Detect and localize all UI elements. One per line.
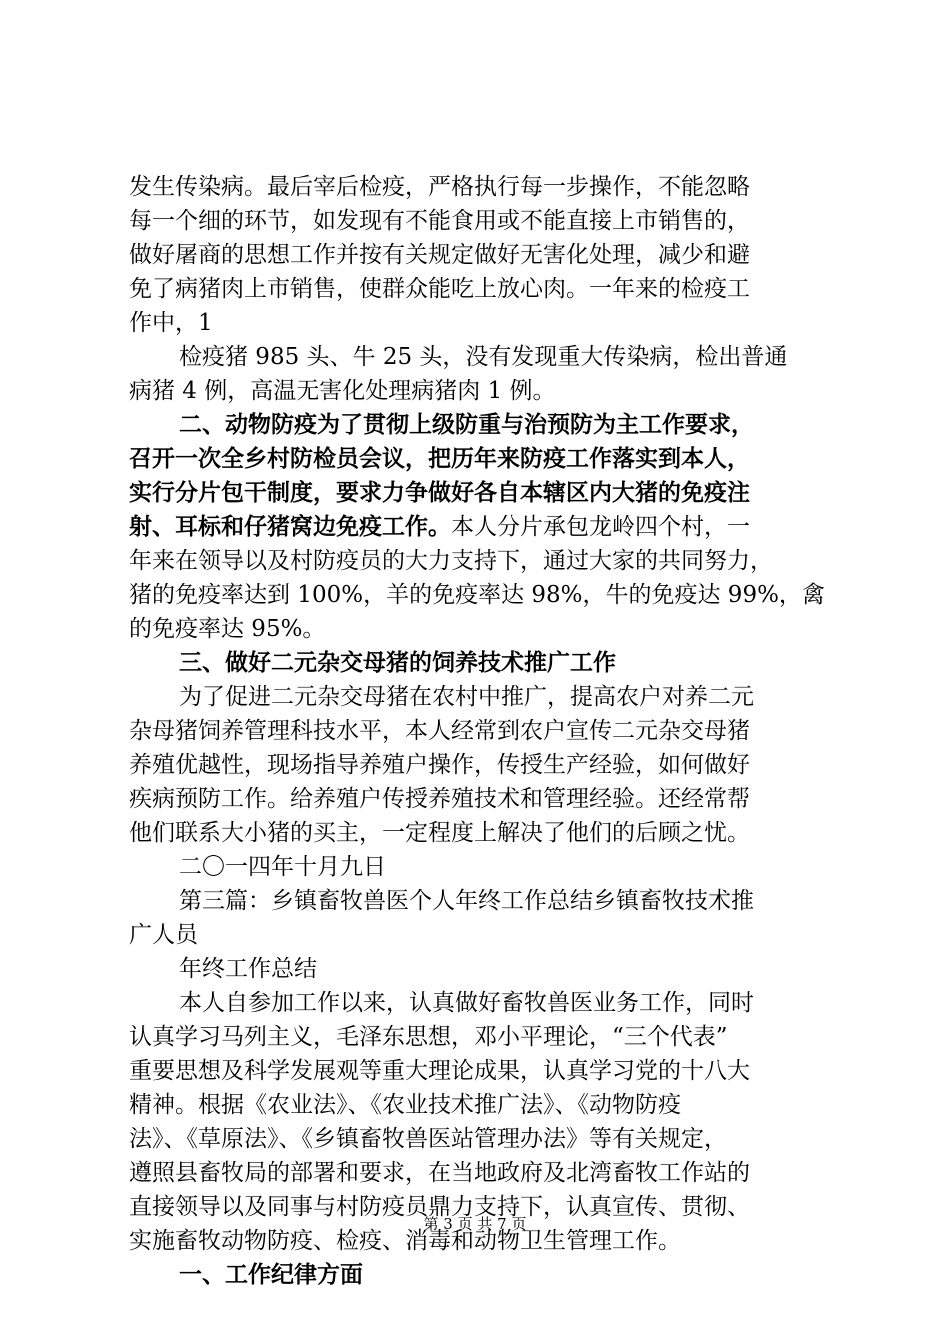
section-heading: 三、做好二元杂交母猪的饲养技术推广工作 — [179, 649, 616, 676]
text-line: 疾病预防工作。给养殖户传授养殖技术和管理经验。还经常帮 — [129, 786, 750, 812]
section-heading: 一、工作纪律方面 — [179, 1261, 363, 1288]
date-line: 二〇一四年十月九日 — [179, 854, 386, 880]
text-line: 法》、《草原法》、《乡镇畜牧兽医站管理办法》等有关规定， — [129, 1126, 727, 1152]
text-line: 本人自参加工作以来，认真做好畜牧兽医业务工作，同时 — [179, 990, 754, 1016]
bold-segment: 射、耳标和仔猪窝边免疫工作。 — [129, 513, 451, 540]
text-line: 的免疫率达 95%。 — [129, 616, 326, 642]
text-line: 认真学习马列主义，毛泽东思想，邓小平理论，“三个代表” — [129, 1024, 728, 1050]
text-line: 检疫猪 985 头、牛 25 头，没有发现重大传染病，检出普通 — [179, 344, 788, 370]
subtitle: 年终工作总结 — [179, 956, 317, 982]
text-line: 每一个细的环节，如发现有不能食用或不能直接上市销售的， — [129, 208, 750, 234]
normal-segment: 本人分片承包龙岭四个村，一 — [451, 514, 750, 540]
text-line: 作中，1 — [129, 310, 213, 336]
text-line: 做好屠商的思想工作并按有关规定做好无害化处理，减少和避 — [129, 242, 750, 268]
text-line: 猪的免疫率达到 100%，羊的免疫率达 98%，牛的免疫达 99%，禽 — [129, 582, 825, 608]
text-line: 召开一次全乡村防检员会议，把历年来防疫工作落实到本人， — [129, 445, 750, 472]
page-number-label: 第 3 页 共 7 页 — [423, 1215, 527, 1233]
section-heading: 二、动物防疫为了贯彻上级防重与治预防为主工作要求， — [179, 411, 754, 438]
chapter-title-cont: 广人员 — [129, 922, 198, 948]
text-line: 直接领导以及同事与村防疫员鼎力支持下，认真宣传、贯彻、 — [129, 1194, 750, 1220]
text-line: 养殖优越性，现场指导养殖户操作，传授生产经验，如何做好 — [129, 752, 750, 778]
text-line: 杂母猪饲养管理科技水平，本人经常到农户宣传二元杂交母猪 — [129, 718, 750, 744]
page-footer — [0, 1214, 950, 1234]
text-line: 精神。根据《农业法》、《农业技术推广法》、《动物防疫 — [129, 1092, 681, 1118]
text-line: 实行分片包干制度，要求力争做好各自本辖区内大猪的免疫注 — [129, 479, 750, 506]
text-line-mixed — [129, 510, 841, 544]
text-line: 年来在领导以及村防疫员的大力支持下，通过大家的共同努力， — [129, 548, 773, 574]
text-line: 他们联系大小猪的买主，一定程度上解决了他们的后顾之忧。 — [129, 820, 750, 846]
chapter-title: 第三篇：乡镇畜牧兽医个人年终工作总结乡镇畜牧技术推 — [179, 888, 754, 914]
text-line: 为了促进二元杂交母猪在农村中推广，提高农户对养二元 — [179, 684, 754, 710]
text-line: 发生传染病。最后宰后检疫，严格执行每一步操作，不能忽略 — [129, 174, 750, 200]
text-line: 病猪 4 例，高温无害化处理病猪肉 1 例。 — [129, 378, 556, 404]
text-line: 遵照县畜牧局的部署和要求，在当地政府及北湾畜牧工作站的 — [129, 1160, 750, 1186]
document-body — [129, 170, 841, 1292]
text-line: 重要思想及科学发展观等重大理论成果，认真学习党的十八大 — [129, 1058, 750, 1084]
text-line: 免了病猪肉上市销售，使群众能吃上放心肉。一年来的检疫工 — [129, 276, 750, 302]
text-line: 实施畜牧动物防疫、检疫、消毒和动物卫生管理工作。 — [129, 1228, 681, 1254]
